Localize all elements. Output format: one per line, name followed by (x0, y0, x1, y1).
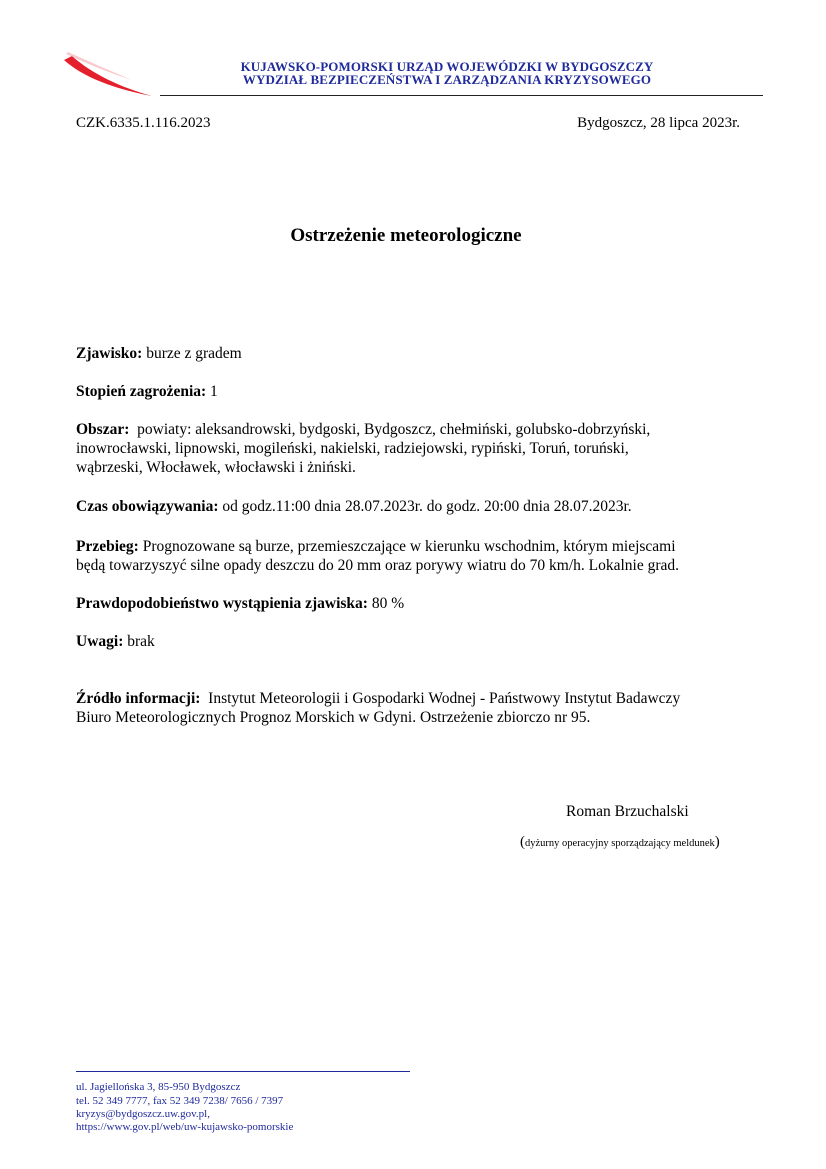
section-notes (76, 632, 746, 651)
header-department-name: WYDZIAŁ BEZPIECZEŃSTWA I ZARZĄDZANIA KRYZYSOWEGO (242, 72, 652, 87)
section-threat-level (76, 382, 746, 401)
notes-label: Uwagi: (76, 633, 124, 650)
source-label: Źródło informacji: (76, 690, 201, 707)
office-logo-icon (62, 52, 154, 98)
area-line-3: wąbrzeski, Włocławek, włocławski i żniński. (76, 459, 356, 476)
phenomenon-value: burze z gradem (142, 345, 242, 362)
footer-website[interactable]: https://www.gov.pl/web/uw-kujawsko-pomorskie (76, 1121, 294, 1133)
footer-divider (76, 1071, 410, 1072)
document-title: Ostrzeżenie meteorologiczne (290, 225, 522, 246)
area-line-1: powiaty: aleksandrowski, bydgoski, Bydgoszcz, chełmiński, golubsko-dobrzyński, (129, 421, 651, 438)
section-probability (76, 594, 746, 613)
course-line-2: będą towarzyszyć silne opady deszczu do 20 mm oraz porywy wiatru do 70 km/h. Lokalnie grad. (76, 557, 680, 574)
footer-email[interactable]: kryzys@bydgoszcz.uw.gov.pl, (76, 1108, 210, 1120)
header-divider (160, 95, 763, 96)
probability-value: 80 % (367, 595, 405, 612)
footer-phone: tel. 52 349 7777, fax 52 349 7238/ 7656 / 7397 (76, 1095, 284, 1107)
course-label: Przebieg: (76, 538, 139, 555)
area-label: Obszar: (76, 421, 130, 438)
course-line-1: Prognozowane są burze, przemieszczające w kierunku wschodnim, którym miejscami (138, 538, 676, 555)
section-phenomenon (76, 344, 746, 363)
area-line-2: inowrocławski, lipnowski, mogileński, nakielski, radziejowski, rypiński, Toruń, toruński, (76, 440, 629, 457)
notes-value: brak (123, 633, 155, 650)
validity-label: Czas obowiązywania: (76, 498, 219, 515)
section-course (76, 537, 746, 575)
signer-role-text: dyżurny operacyjny sporządzający meldunek (525, 838, 715, 849)
signer-role-open: ( (520, 834, 525, 850)
footer-address: ul. Jagiellońska 3, 85-950 Bydgoszcz (76, 1081, 241, 1093)
source-line-2: Biuro Meteorologicznych Prognoz Morskich w Gdyni. Ostrzeżenie zbiorczo nr 95. (76, 709, 591, 726)
phenomenon-label: Zjawisko: (76, 345, 143, 362)
section-validity (76, 497, 746, 516)
validity-value: od godz.11:00 dnia 28.07.2023r. do godz. 20:00 dnia 28.07.2023r. (218, 498, 632, 515)
section-source (76, 689, 746, 727)
probability-label: Prawdopodobieństwo wystąpienia zjawiska: (76, 595, 368, 612)
signer-role-close: ) (714, 834, 720, 850)
signer-role (520, 834, 720, 851)
signer-name: Roman Brzuchalski (566, 803, 689, 820)
threat-level-label: Stopień zagrożenia: (76, 383, 207, 400)
source-line-1: Instytut Meteorologii i Gospodarki Wodnej - Państwowy Instytut Badawczy (200, 690, 681, 707)
place-date: Bydgoszcz, 28 lipca 2023r. (577, 115, 740, 131)
threat-level-value: 1 (206, 383, 218, 400)
reference-number: CZK.6335.1.116.2023 (76, 115, 211, 131)
section-area (76, 420, 746, 477)
header-office-name: KUJAWSKO-POMORSKI URZĄD WOJEWÓDZKI W BYDGOSZCZY (240, 59, 654, 74)
